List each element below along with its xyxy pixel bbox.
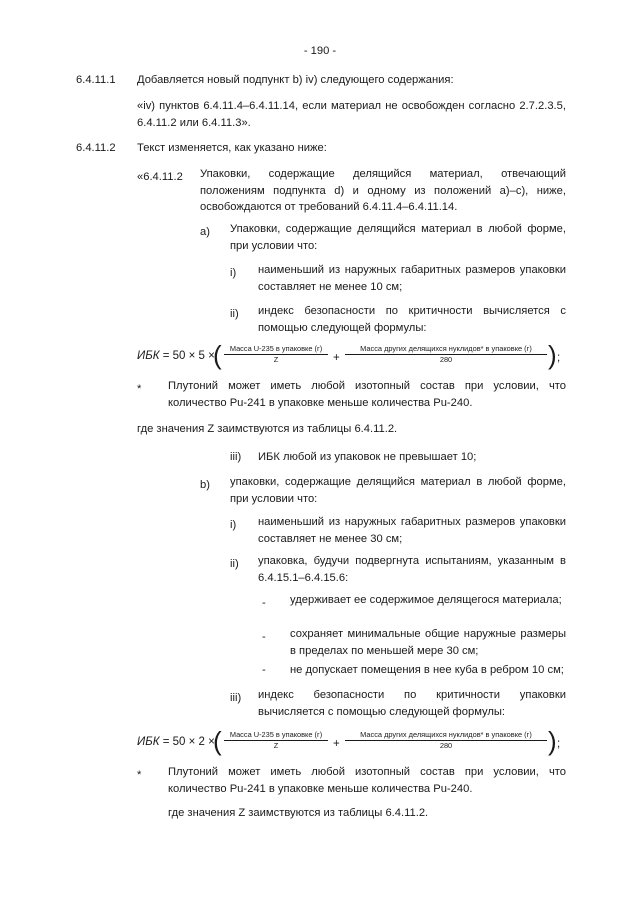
footnote-1-text: Плутоний может иметь любой изотопный состав при условии, что количество Pu-241 в упаковке меньше количества Pu-240.: [168, 380, 566, 409]
item-b-iii-text: индекс безопасности по критичности упаковки вычисляется с помощью следующей формулы:: [258, 689, 566, 718]
item-b-dash-3-mark: -: [262, 664, 266, 676]
item-b-ii-label: ii): [230, 558, 239, 570]
item-b-dash-1-text: удерживает ее содержимое делящегося материала;: [290, 594, 562, 606]
section-number-6-4-11-1: 6.4.11.1: [76, 74, 116, 86]
section-number-6-4-11-2: 6.4.11.2: [76, 142, 116, 154]
formula-1-lhs: ИБК: [137, 350, 160, 362]
formula-1-open-paren: (: [213, 340, 222, 370]
item-a-ii-label: ii): [230, 308, 239, 320]
page-number: - 190 -: [303, 45, 337, 57]
item-a-label: a): [200, 226, 210, 238]
footnote-1-mark: *: [137, 383, 142, 395]
where-2: где значения Z заимствуются из таблицы 6.4.11.2.: [168, 807, 429, 819]
formula-2-open-paren: (: [213, 726, 222, 756]
formula-2-fraction-1: [224, 730, 328, 751]
formula-2-numerator-2: Масса других делящихся нуклидов* в упаковке (г): [360, 730, 532, 739]
section-quote-6-4-11-1: «iv) пунктов 6.4.11.4–6.4.11.14, если материал не освобожден согласно 2.7.2.3.5, 6.4.11.2 или 6.4.11.3».: [137, 100, 566, 129]
section-text-6-4-11-2: Текст изменяется, как указано ниже:: [137, 142, 327, 154]
formula-2-rest: = 50 × 2 ×: [159, 736, 215, 748]
item-b-dash-2-mark: -: [262, 631, 266, 643]
item-a-i-label: i): [230, 267, 237, 279]
item-b-text: упаковки, содержащие делящийся материал в любой форме, при условии что:: [230, 476, 566, 505]
item-b-dash-1-mark: -: [262, 597, 266, 609]
formula-2-close-paren: ): [548, 726, 557, 756]
formula-1-rest: = 50 × 5 ×: [159, 350, 215, 362]
item-b-label: b): [200, 479, 210, 491]
item-a-text: Упаковки, содержащие делящийся материал в любой форме, при условии что:: [230, 223, 566, 252]
formula-1-denominator-2: 280: [439, 355, 453, 364]
formula-1-close-paren: ): [548, 340, 557, 370]
formula-2-lhs: ИБК: [137, 736, 160, 748]
formula-1-fraction-1: [224, 344, 328, 365]
footnote-2-text: Плутоний может иметь любой изотопный состав при условии, что количество Pu-241 в упаковке меньше количества Pu-240.: [168, 766, 566, 795]
quote-number-6-4-11-2: «6.4.11.2: [137, 171, 183, 183]
formula-2-fraction-2: [345, 730, 547, 751]
item-b-dash-2-text: сохраняет минимальные общие наружные размеры в пределах по меньшей мере 30 см;: [290, 628, 566, 657]
formula-2-numerator-1: Масса U-235 в упаковке (г): [229, 730, 323, 739]
item-b-iii-label: iii): [230, 692, 242, 704]
formula-2-denominator-2: 280: [439, 741, 453, 750]
where-1: где значения Z заимствуются из таблицы 6.4.11.2.: [137, 423, 398, 435]
formula-2-denominator-1: Z: [273, 741, 279, 750]
item-a-i-text: наименьший из наружных габаритных размеров упаковки составляет не менее 10 см;: [258, 264, 566, 293]
formula-1-fraction-2: [345, 344, 547, 365]
footnote-2-mark: *: [137, 769, 142, 781]
item-a-ii-text: индекс безопасности по критичности вычисляется с помощью следующей формулы:: [258, 305, 566, 334]
item-a-iii-label: iii): [230, 451, 242, 463]
section-text-6-4-11-1: Добавляется новый подпункт b) iv) следующего содержания:: [137, 74, 454, 86]
quote-text-6-4-11-2: Упаковки, содержащие делящийся материал, отвечающий положениям подпункта d) и одному из положений a)–c), ниже, освобождаются от требований 6.4.11.4–6.4.11.14.: [200, 168, 566, 213]
formula-1-plus: +: [333, 352, 340, 364]
item-b-ii-text: упаковка, будучи подвергнута испытаниям, указанным в 6.4.15.1–6.4.15.6:: [258, 555, 566, 584]
item-b-i-label: i): [230, 519, 237, 531]
formula-1-end: ;: [557, 352, 561, 364]
formula-1-numerator-1: Масса U-235 в упаковке (г): [229, 344, 323, 353]
item-b-i-text: наименьший из наружных габаритных размеров упаковки составляет не менее 30 см;: [258, 516, 566, 545]
formula-2-end: ;: [557, 738, 561, 750]
formula-2-plus: +: [333, 738, 340, 750]
item-b-dash-3-text: не допускает помещения в нее куба в ребром 10 см;: [290, 664, 564, 676]
item-a-iii-text: ИБК любой из упаковок не превышает 10;: [258, 451, 477, 463]
formula-1-numerator-2: Масса других делящихся нуклидов* в упаковке (г): [360, 344, 532, 353]
formula-1-denominator-1: Z: [273, 355, 279, 364]
